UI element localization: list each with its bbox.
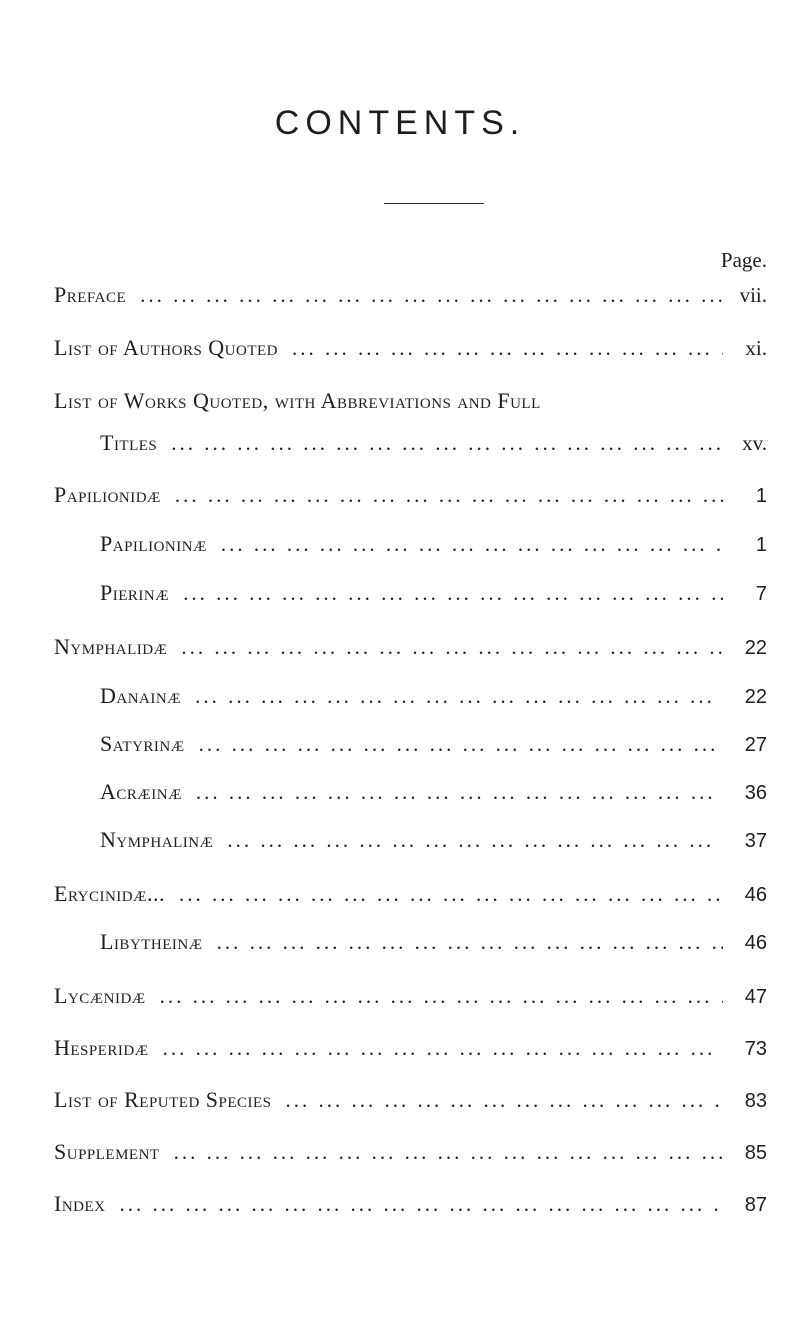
toc-label: Supplement [54, 1139, 160, 1164]
toc-label: Papilionidæ [54, 482, 161, 507]
dot-leader [181, 635, 723, 660]
toc-page: 22 [744, 637, 767, 659]
toc-entry-works-titles[interactable] [0, 430, 800, 462]
dot-leader [195, 684, 723, 709]
toc-page: 47 [744, 986, 767, 1008]
toc-entry-papilioninae[interactable] [0, 531, 800, 563]
toc-entry-hesperidae[interactable] [0, 1035, 800, 1067]
toc-entry-nymphalinae[interactable] [0, 827, 800, 859]
dot-leader [221, 532, 723, 557]
toc-label: Papilioninæ [100, 531, 207, 556]
title-rule [384, 203, 484, 204]
toc-label: Lycænidæ [54, 983, 146, 1008]
toc-entry-papilionidae[interactable] [0, 482, 800, 514]
dot-leader [196, 780, 723, 805]
toc-entry-index[interactable] [0, 1191, 800, 1223]
toc-entry-lycaenidae[interactable] [0, 983, 800, 1015]
toc-page: 73 [744, 1038, 767, 1060]
dot-leader [174, 1140, 723, 1165]
page-column-heading: Page. [720, 248, 767, 272]
dot-leader [292, 336, 723, 361]
toc-label: Satyrinæ [100, 731, 185, 756]
toc-page: 37 [744, 830, 767, 852]
toc-entry-preface[interactable] [0, 282, 800, 314]
toc-entry-supplement[interactable] [0, 1139, 800, 1171]
toc-entry-libytheinae[interactable] [0, 929, 800, 961]
dot-leader [171, 431, 723, 456]
dot-leader [217, 930, 723, 955]
dot-leader [179, 882, 723, 907]
toc-label: Danainæ [100, 683, 182, 708]
toc-page: 36 [744, 782, 767, 804]
toc-page: 22 [744, 686, 767, 708]
page-title: CONTENTS. [274, 104, 526, 142]
toc-page: 27 [744, 734, 767, 756]
toc-label: List of Reputed Species [54, 1087, 272, 1112]
toc-entry-pierinae[interactable] [0, 580, 800, 612]
toc-page: 1 [755, 534, 767, 556]
toc-page: 46 [744, 884, 767, 906]
toc-entry-danainae[interactable] [0, 683, 800, 715]
dot-leader [183, 581, 723, 606]
toc-page: vii. [739, 283, 767, 307]
dot-leader [175, 483, 723, 508]
toc-page: 87 [744, 1194, 767, 1216]
dot-leader [227, 828, 723, 853]
toc-entry-satyrinae[interactable] [0, 731, 800, 763]
dot-leader [163, 1036, 723, 1061]
dot-leader [120, 1192, 724, 1217]
toc-label: Nymphalinæ [100, 827, 214, 852]
dot-leader [286, 1088, 723, 1113]
dot-leader [199, 732, 723, 757]
toc-page: 1 [755, 485, 767, 507]
toc-label: List of Authors Quoted [54, 335, 279, 360]
dot-leader [140, 283, 723, 308]
toc-page: 7 [755, 583, 767, 605]
toc-page: 83 [744, 1090, 767, 1112]
toc-entry-nymphalidae[interactable] [0, 634, 800, 666]
toc-label: Nymphalidæ [54, 634, 168, 659]
toc-entry-reputed-species[interactable] [0, 1087, 800, 1119]
toc-entry-works-line1[interactable]: List of Works Quoted, with Abbreviations and Full [54, 388, 541, 413]
toc-label: Erycinidæ... [54, 881, 165, 906]
toc-page: xv. [742, 431, 767, 455]
toc-entry-acraeinae[interactable] [0, 779, 800, 811]
toc-entry-authors[interactable] [0, 335, 800, 367]
toc-page: 85 [744, 1142, 767, 1164]
toc-label: Preface [54, 282, 127, 307]
toc-label: Titles [100, 430, 158, 455]
toc-label: Index [54, 1191, 106, 1216]
toc-label: Pierinæ [100, 580, 170, 605]
toc-label: Hesperidæ [54, 1035, 149, 1060]
toc-label: Acræinæ [100, 779, 182, 804]
toc-page: xi. [745, 336, 767, 360]
toc-entry-erycinidae[interactable] [0, 881, 800, 913]
toc-label: Libytheinæ [100, 929, 203, 954]
dot-leader [160, 984, 723, 1009]
toc-page: 46 [744, 932, 767, 954]
